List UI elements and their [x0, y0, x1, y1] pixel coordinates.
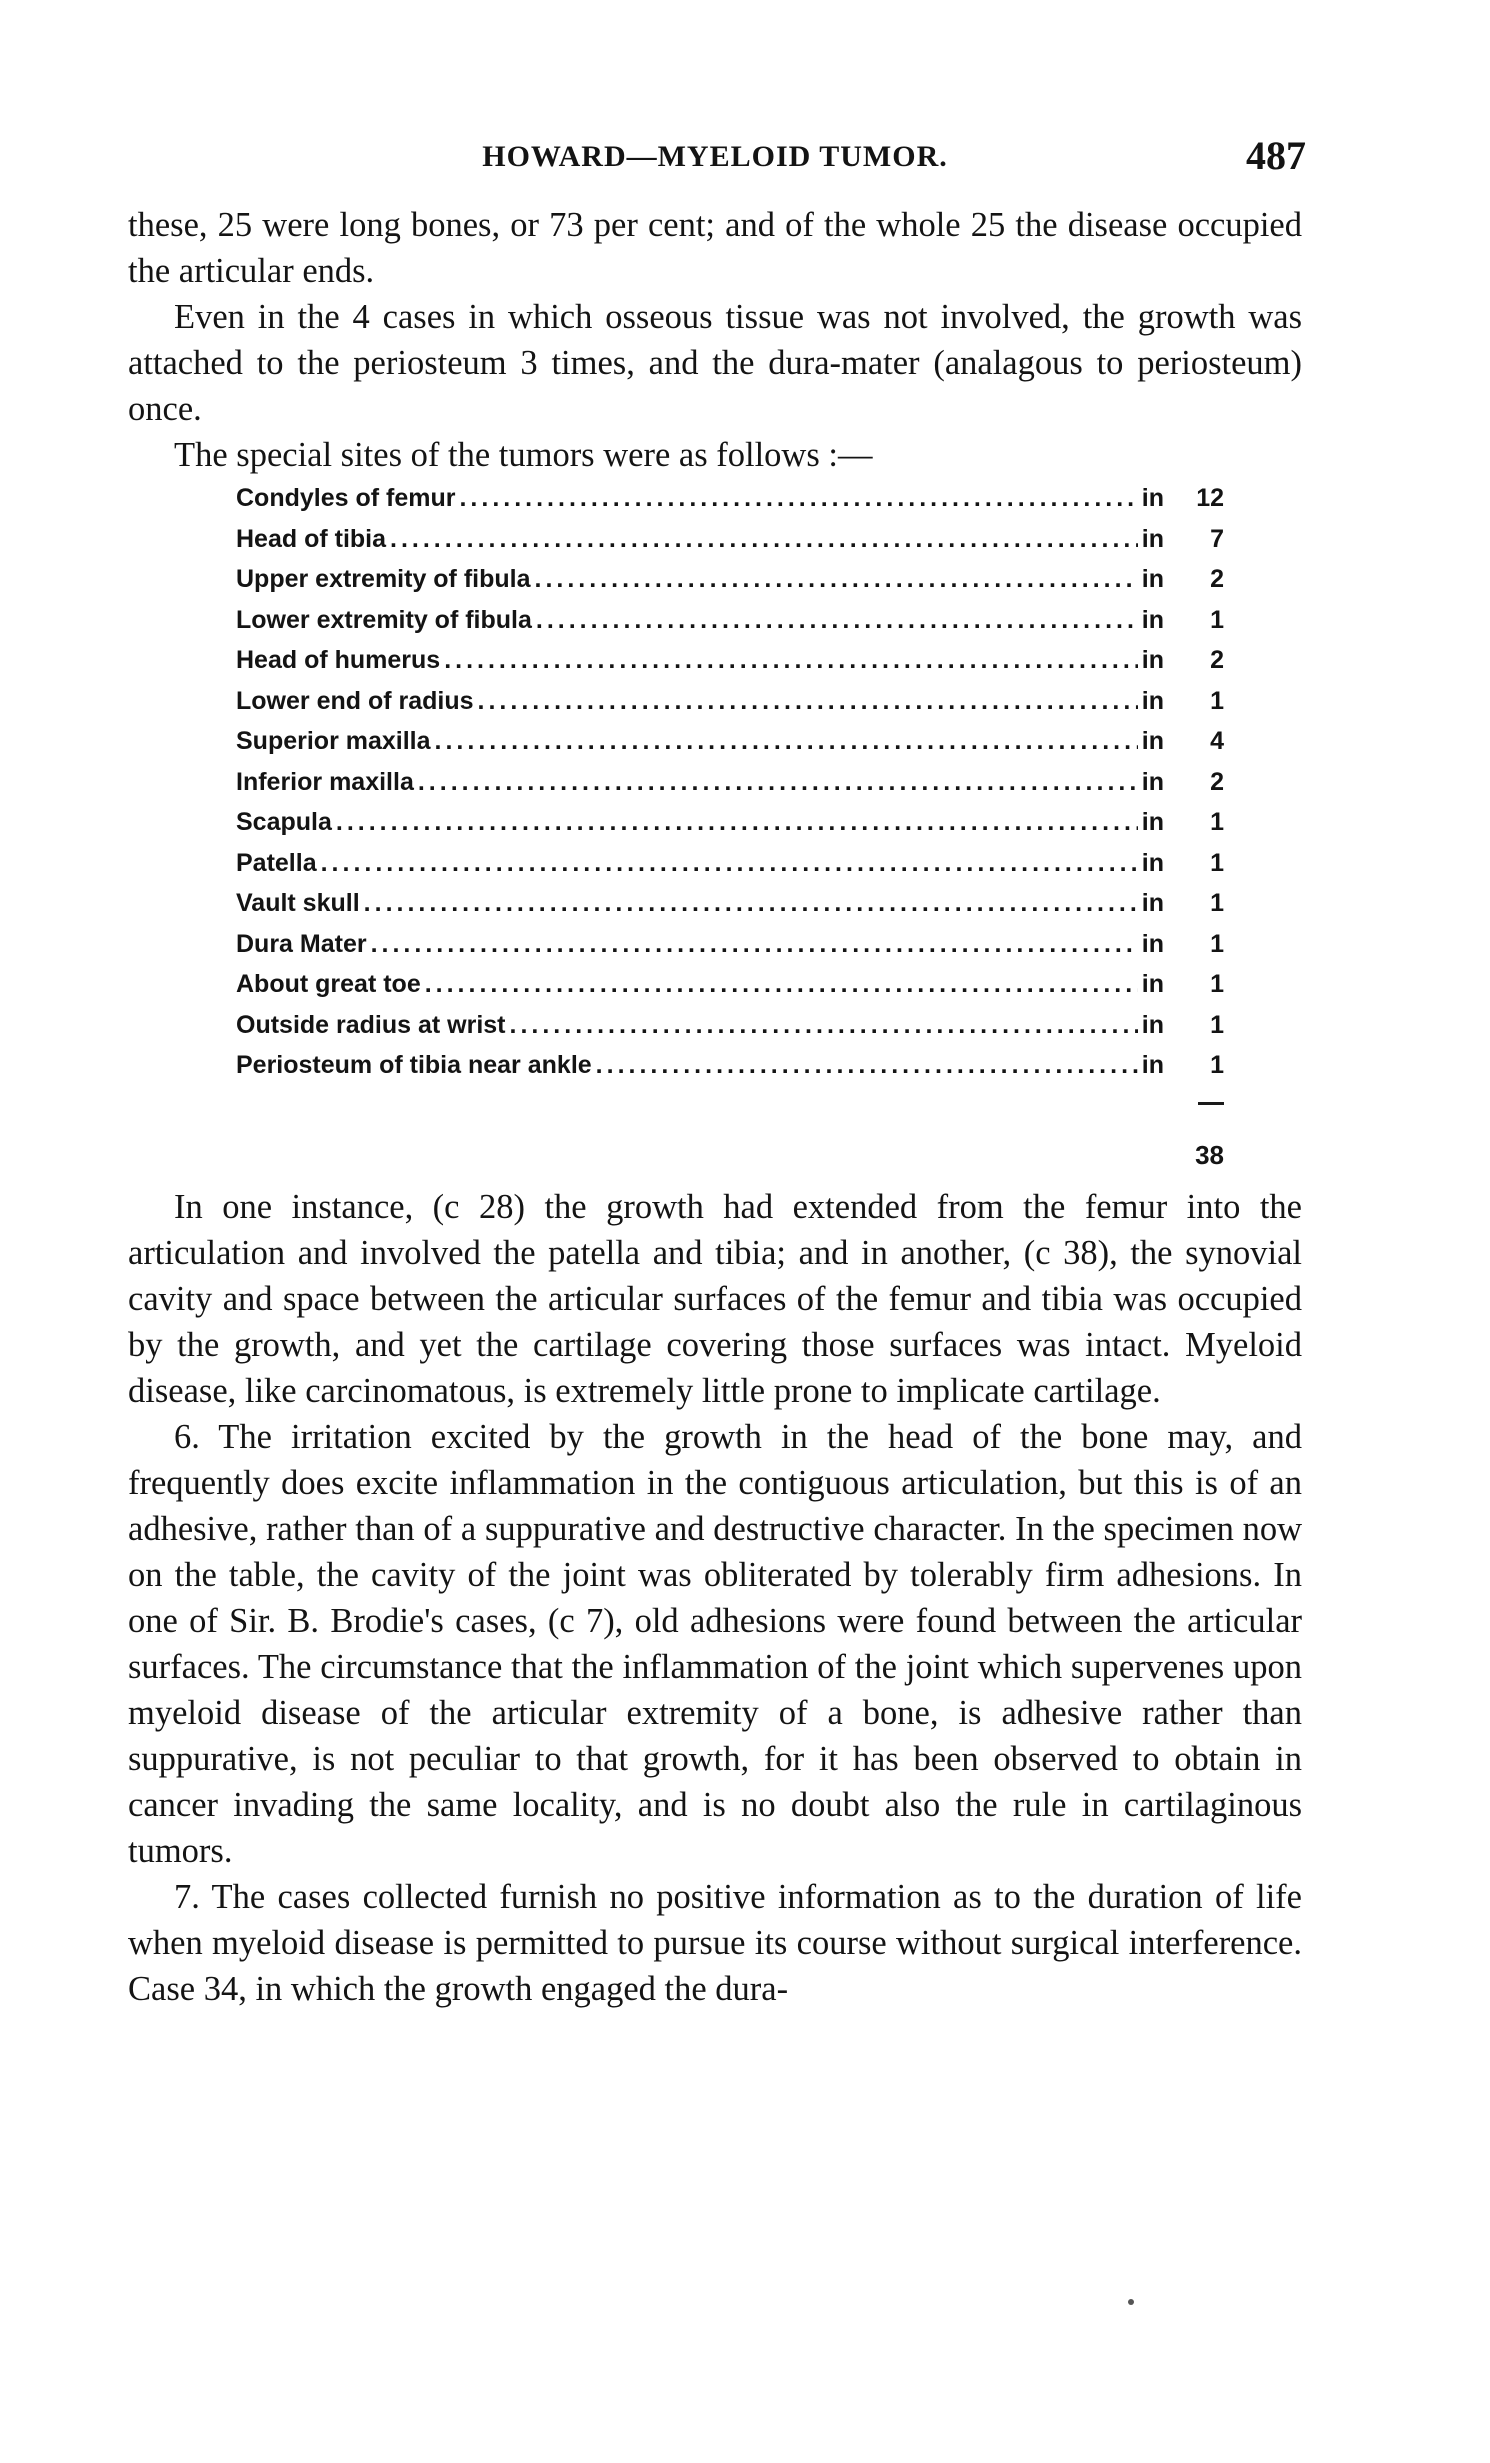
- dot-leader: [425, 970, 1138, 999]
- site-row: [236, 484, 1224, 525]
- document-page: [128, 132, 1306, 2012]
- site-name: Lower end of radius: [236, 686, 474, 715]
- site-count: 1: [1210, 929, 1224, 958]
- site-preposition: in: [1141, 484, 1164, 512]
- site-count: 1: [1210, 970, 1224, 998]
- paragraph-section-6: 6. The irritation excited by the growth in the head of the bone may, and frequently does excite inflammation in the contiguous articulation, but this is of an adhesive, rather than of a suppurative and destructive character. In the specimen now on the table, the cavity of the joint was obliterated by tolerably firm adhesions. In one of Sir. B. Brodie's cases, (c 7), old adhesions were found between the articular surfaces. The circumstance that the inflammation of the joint which supervenes upon myeloid disease of the articular extremity of a bone, is adhesive rather than suppurative, is not peculiar to that growth, for it has been observed to obtain in cancer invading the same locality, and is no doubt also the rule in cartilaginous tumors.: [128, 1417, 1302, 1870]
- dot-leader: [418, 768, 1138, 797]
- site-row: [236, 687, 1224, 728]
- site-row: [236, 768, 1224, 809]
- total-value: 38: [1195, 1139, 1224, 1170]
- site-row: [236, 970, 1224, 1011]
- print-speck: [1128, 2299, 1134, 2305]
- site-name: Dura Mater: [236, 929, 367, 958]
- site-count: 4: [1210, 727, 1224, 755]
- dot-leader: [390, 525, 1138, 554]
- site-row: [236, 1011, 1224, 1052]
- site-row: [236, 808, 1224, 849]
- site-preposition: in: [1141, 929, 1164, 958]
- tumor-sites-list: [128, 484, 1224, 1092]
- total-rule: [1198, 1102, 1224, 1105]
- site-preposition: in: [1141, 524, 1164, 553]
- site-preposition: in: [1141, 848, 1164, 877]
- dot-leader: [478, 687, 1138, 716]
- site-count: 1: [1210, 889, 1224, 917]
- site-row: [236, 930, 1224, 971]
- site-preposition: in: [1141, 970, 1164, 998]
- paragraph-cartilage: In one instance, (c 28) the growth had extended from the femur into the articulation and involved the patella and tibia; and in another, (c 38), the synovial cavity and space between the articular surfaces of the femur and tibia was occupied by the growth, and yet the cartilage covering those surfaces was intact. Myeloid disease, like carcinomatous, is extremely little prone to implicate cartilage.: [128, 1187, 1302, 1410]
- site-row: [236, 727, 1224, 768]
- site-count: 1: [1210, 686, 1224, 715]
- dot-leader: [336, 808, 1138, 837]
- site-preposition: in: [1141, 889, 1164, 917]
- site-row: [236, 565, 1224, 606]
- page-number: 487: [1246, 133, 1306, 178]
- site-count: 1: [1210, 1010, 1224, 1039]
- site-name: Outside radius at wrist: [236, 1010, 506, 1039]
- site-name: Condyles of femur: [236, 484, 456, 512]
- site-count: 1: [1210, 1051, 1224, 1079]
- site-count: 7: [1210, 524, 1224, 553]
- dot-leader: [535, 565, 1138, 594]
- dot-leader: [536, 606, 1138, 635]
- paragraph-continuation: these, 25 were long bones, or 73 per cent; and of the whole 25 the disease occupied the articular ends.: [128, 206, 1302, 290]
- site-preposition: in: [1141, 1051, 1164, 1079]
- paragraph-special-sites-intro: The special sites of the tumors were as follows :—: [174, 436, 873, 474]
- site-preposition: in: [1141, 646, 1164, 674]
- site-preposition: in: [1141, 686, 1164, 715]
- dot-leader: [459, 484, 1137, 513]
- site-name: About great toe: [236, 970, 421, 998]
- site-row: [236, 646, 1224, 687]
- site-preposition: in: [1141, 1010, 1164, 1039]
- paragraph-section-7: 7. The cases collected furnish no positive information as to the duration of life when myeloid disease is permitted to pursue its course without surgical interference. Case 34, in which the growth engaged the dura-: [128, 1877, 1302, 2008]
- site-count: 2: [1210, 565, 1224, 593]
- site-row: [236, 1051, 1224, 1092]
- site-count: 1: [1210, 848, 1224, 877]
- dot-leader: [435, 727, 1138, 756]
- site-name: Lower extremity of fibula: [236, 605, 532, 634]
- site-count: 1: [1210, 605, 1224, 634]
- dot-leader: [596, 1051, 1138, 1080]
- site-count: 2: [1210, 767, 1224, 796]
- tumor-sites-total: [128, 1092, 1224, 1184]
- dot-leader: [364, 889, 1138, 918]
- site-name: Scapula: [236, 808, 332, 836]
- site-preposition: in: [1141, 808, 1164, 836]
- site-row: [236, 849, 1224, 890]
- site-name: Inferior maxilla: [236, 767, 414, 796]
- site-row: [236, 525, 1224, 566]
- running-title: HOWARD—MYELOID TUMOR.: [482, 140, 948, 173]
- site-row: [236, 889, 1224, 930]
- running-head: [128, 132, 1306, 182]
- paragraph-osseous-tissue: Even in the 4 cases in which osseous tissue was not involved, the growth was attached to the periosteum 3 times, and the dura-mater (analagous to periosteum) once.: [128, 298, 1302, 428]
- site-preposition: in: [1141, 727, 1164, 755]
- dot-leader: [510, 1011, 1138, 1040]
- site-name: Periosteum of tibia near ankle: [236, 1051, 592, 1079]
- site-count: 12: [1196, 484, 1224, 512]
- site-name: Patella: [236, 848, 317, 877]
- site-preposition: in: [1141, 605, 1164, 634]
- site-row: [236, 606, 1224, 647]
- site-name: Vault skull: [236, 889, 360, 917]
- site-preposition: in: [1141, 565, 1164, 593]
- dot-leader: [444, 646, 1138, 675]
- dot-leader: [371, 930, 1138, 959]
- site-name: Upper extremity of fibula: [236, 565, 531, 593]
- dot-leader: [321, 849, 1138, 878]
- site-count: 2: [1210, 646, 1224, 674]
- site-name: Superior maxilla: [236, 727, 431, 755]
- site-preposition: in: [1141, 767, 1164, 796]
- site-count: 1: [1210, 808, 1224, 836]
- site-name: Head of humerus: [236, 646, 441, 674]
- site-name: Head of tibia: [236, 524, 387, 553]
